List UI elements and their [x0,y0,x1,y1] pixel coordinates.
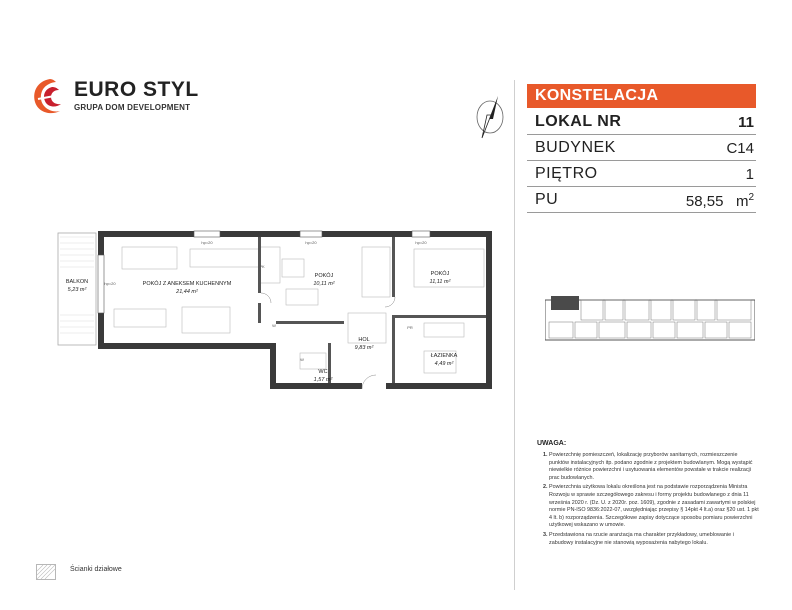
info-label: BUDYNEK [535,139,616,156]
info-label: PIĘTRO [535,165,598,182]
note-item: 1. Powierzchnię pomieszczeń, lokalizację przyborów sanitarnych, rozmieszczenie punktów instalacyjnych itp. podano zgodnie z projektem budowlanym. Mogą wystąpić niewielkie różnice powierzchni i usytuowania elementów powstałe w trakcie realizacji prac budowlanych. [549,452,759,482]
project-name: KONSTELACJA [535,87,659,104]
fixture-label: W [300,357,304,362]
project-header [527,84,756,108]
info-label: PU [535,191,559,208]
notes-list [537,452,759,549]
legend-hatch-icon [36,564,56,580]
room-name: ŁAZIENKA [430,353,458,359]
info-row-budynek [527,135,756,161]
table-icon [114,309,166,327]
room-name: POKÓJ [430,271,450,277]
sofa-icon [122,247,177,269]
room-area: 5,23 m² [67,287,87,293]
wardrobe-icon [362,247,390,297]
area-value: 58,55 [685,193,724,210]
bathtub-icon [424,323,464,337]
desk-icon [282,259,304,277]
room-name: POKÓJ Z ANEKSEM KUCHENNYM [142,281,232,287]
room-area: 21,44 m² [176,289,198,295]
note-item: 3. Przedstawiona na rzucie aranżacja ma charakter przykładowy, umeblowanie i zabudowy instalacyjne nie stanowią wyposażenia nabytego lokalu. [549,532,759,547]
page-divider [514,80,515,590]
area-unit: m [735,193,749,210]
info-row-pu [527,187,756,213]
window-label: hp=20 [201,240,213,245]
fixture-label: PR [407,325,413,330]
window-label: hp=20 [415,240,427,245]
info-value [686,192,754,210]
room-area: 11,11 m² [429,279,451,285]
room-name: BALKON [65,279,89,285]
legend-label: Ścianki działowe [70,566,122,573]
info-value: 11 [738,114,754,131]
brand-name: EURO STYL [74,78,199,101]
info-row-pietro [527,161,756,187]
room-area: 1,57 m² [313,377,333,383]
fixture-label: W [272,323,276,328]
north-arrow-icon [470,92,510,142]
window-label: hp=20 [104,281,116,286]
room-area: 4,49 m² [434,361,454,367]
notes-title: UWAGA: [537,440,567,447]
info-value: C14 [726,140,754,157]
floor-plan [52,225,502,395]
euro-styl-logo-icon [30,77,70,117]
area-unit-sup: 2 [748,192,754,203]
info-value: 1 [745,166,754,183]
building-key-plan [545,292,755,347]
room-area: 9,83 m² [354,345,374,351]
room-name: POKÓJ [314,273,334,279]
brand-subtitle: GRUPA DOM DEVELOPMENT [74,103,191,112]
info-row-lokal [527,109,756,135]
room-name: WC [318,369,328,375]
room-area: 10,11 m² [313,281,335,287]
note-item: 2. Powierzchnia użytkowa lokalu określona jest na podstawie rozporządzenia Ministra Rozwoju w sprawie szczegółowego zakresu i formy projektu budowlanego z dnia 11 września 2020 r. (Dz. U. z 2020r. poz. 1609), zgodnie z zasadami zawartymi w polskiej normie PN-ISO 9836:2022-07, uwzględniając przepisy § 14pkt 4 lt.a) oraz §20 ust. 1 pkt 4 lt. b) rozporządzenia. Szczegółowe zapisy dotyczące sposobu pomiaru powierzchni użytkowej wskazano w umowie. [549,484,759,530]
room-name: HOL [358,337,370,343]
window-label: hp=20 [305,240,317,245]
info-label: LOKAL NR [535,113,622,130]
toilet-icon [300,353,326,369]
fixture-label: PK [259,264,265,269]
